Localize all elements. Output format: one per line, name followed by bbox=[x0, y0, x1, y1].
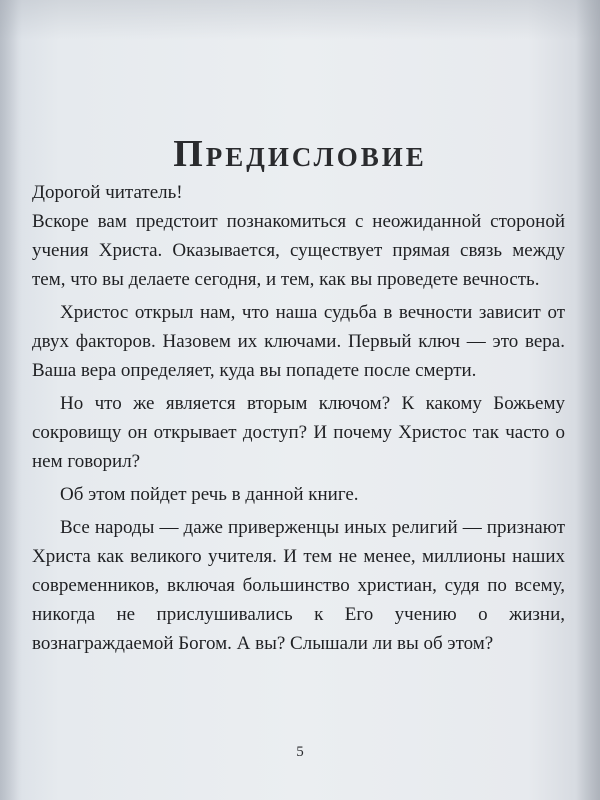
paragraph-2: Христос открыл нам, что наша судьба в вечности зависит от двух факторов. Назовем их ключами. Первый ключ — это вера. Ваша вера определяет, куда вы попадете после смерти. bbox=[32, 302, 565, 381]
paragraph-1: Вскоре вам предстоит познакомиться с неожиданной стороной учения Христа. Оказывается, существует прямая связь между тем, что вы делаете сегодня, и тем, как вы проведете вечность. bbox=[32, 211, 565, 290]
page-left-shadow bbox=[0, 0, 22, 800]
page-top-shadow bbox=[0, 0, 600, 40]
greeting: Дорогой читатель! bbox=[32, 182, 183, 203]
preface-body bbox=[32, 178, 565, 658]
paragraph-4: Об этом пойдет речь в данной книге. bbox=[60, 484, 359, 505]
page-right-shadow bbox=[576, 0, 600, 800]
page-number: 5 bbox=[296, 744, 304, 760]
paragraph-3: Но что же является вторым ключом? К какому Божьему сокровищу он открывает доступ? И почему Христос так часто о нем говорил? bbox=[32, 393, 565, 472]
chapter-title: Предисловие bbox=[173, 133, 427, 176]
paragraph-5: Все народы — даже приверженцы иных религий — признают Христа как великого учителя. И тем не менее, миллионы наших современников, включая большинство христиан, судя по всему, никогда не прислушивались к Его учению о жизни, вознаграждаемой Богом. А вы? Слышали ли вы об этом? bbox=[32, 517, 565, 654]
